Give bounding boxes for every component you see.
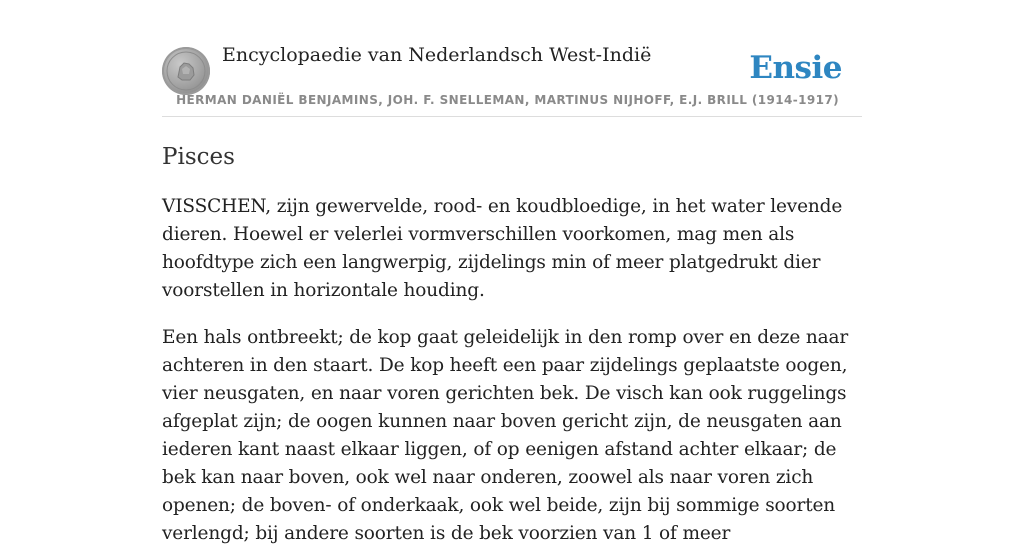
publication-title[interactable]: Encyclopaedie van Nederlandsch West-Indië — [222, 44, 652, 66]
ensie-logo[interactable]: Ensie — [749, 50, 842, 86]
article-paragraph: VISSCHEN, zijn gewervelde, rood- en koudbloedige, in het water levende dieren. Hoewel er velerlei vormverschillen voorkomen, mag men als hoofdtype zich een langwerpig, zijdelings min of meer platgedrukt dier voorstellen in horizontale houding. — [162, 196, 843, 301]
header — [162, 0, 862, 117]
article-title: Pisces — [162, 144, 235, 170]
content-column — [162, 0, 862, 548]
authors-line: HERMAN DANIËL BENJAMINS, JOH. F. SNELLEMAN, MARTINUS NIJHOFF, E.J. BRILL (1914-1917) — [176, 93, 839, 107]
article-paragraph: Een hals ontbreekt; de kop gaat geleidelijk in den romp over en deze naar achteren in den staart. De kop heeft een paar zijdelings geplaatste oogen, vier neusgaten, en naar voren gerichten bek. De visch kan ook ruggelings afgeplat zijn; de oogen kunnen naar boven gericht zijn, de neusgaten aan iederen kant naast elkaar liggen, of op eenigen afstand achter elkaar; de bek kan naar boven, ook wel naar onderen, zoowel als naar voren zich openen; de boven- of onderkaak, ook wel beide, zijn bij sommige soorten verlengd; bij andere soorten is de bek voorzien van 1 of meer — [162, 327, 849, 544]
coin-seal-icon[interactable] — [162, 47, 210, 95]
